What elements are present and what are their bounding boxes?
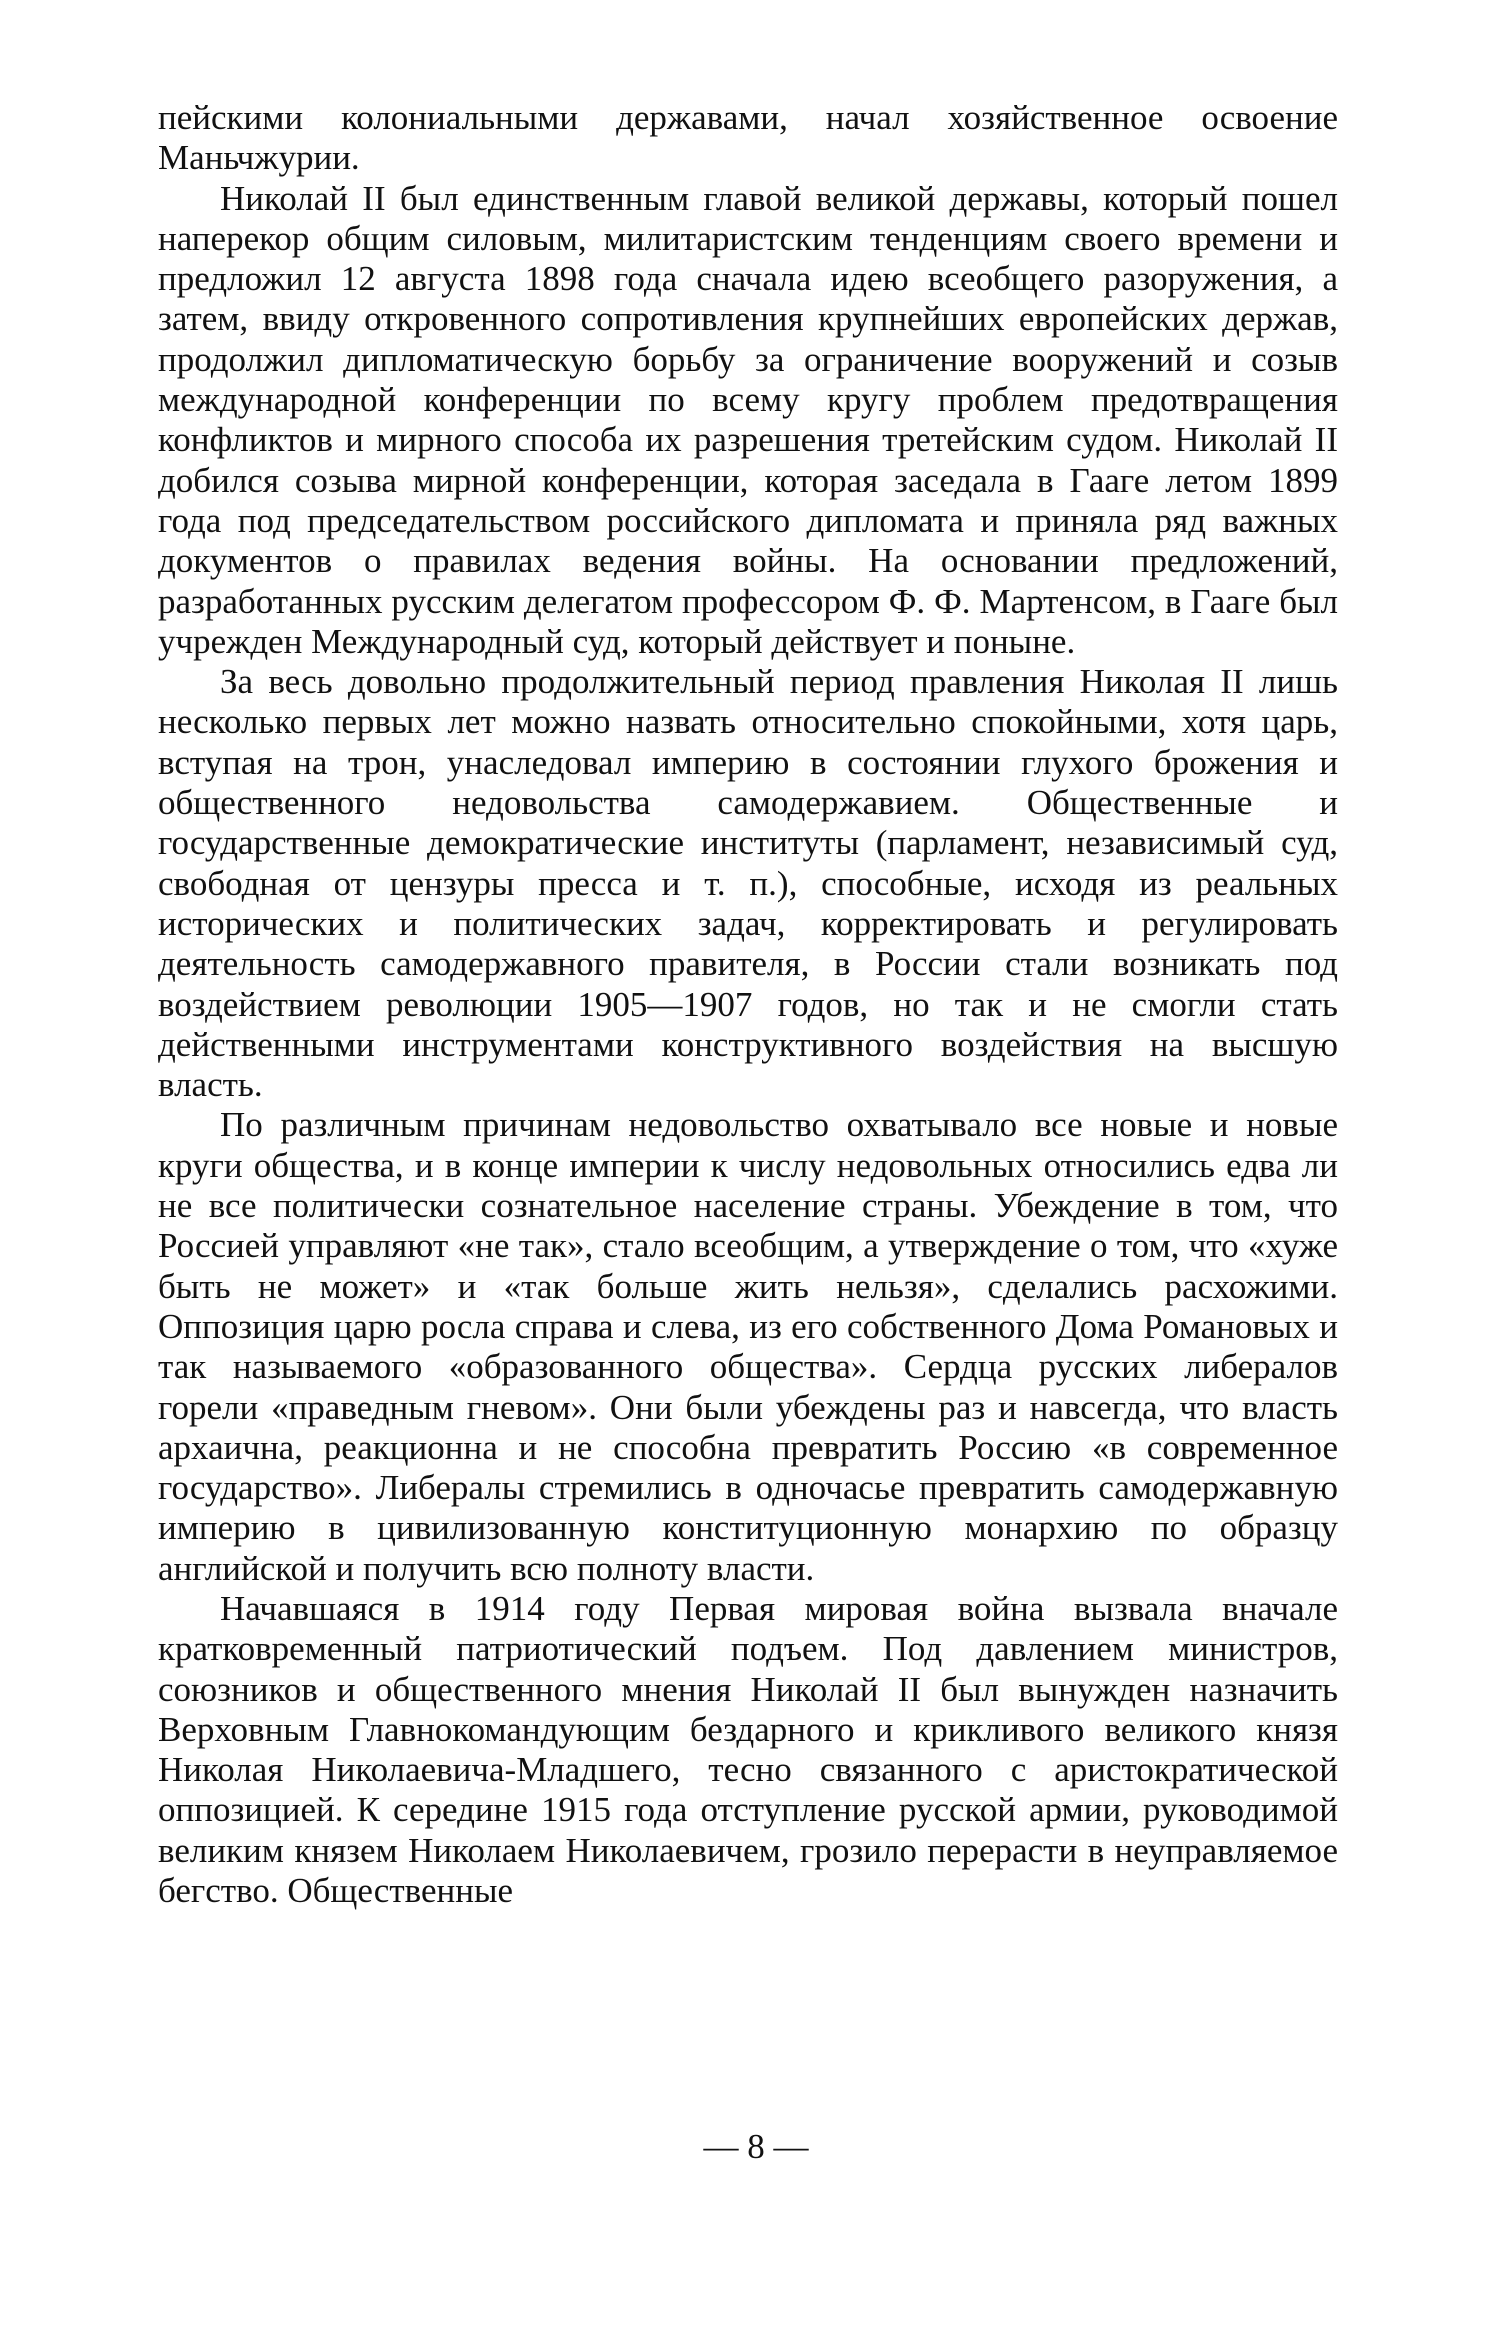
page-number: — 8 —	[703, 2127, 809, 2166]
paragraph-world-war: Начавшаяся в 1914 году Первая мировая война вызвала вначале кратковременный патриотический подъем. Под давлением министров, союзников и общественного мнения Николай II был вынужден назначить Верховным Главнокомандующим бездарного и крикливого великого князя Николая Николаевича-Младшего, тесно связанного с аристократической оппозицией. К середине 1915 года отступление русской армии, руководимой великим князем Николаем Николаевичем, грозило перерасти в неуправляемое бегство. Общественные	[158, 1588, 1338, 1911]
paragraph-nicholas-peace-conference: Николай II был единственным главой великой державы, который пошел наперекор общим силовым, милитаристским тенденциям своего времени и предложил 12 августа 1898 года сначала идею всеобщего разоружения, а затем, ввиду откровенного сопротивления крупнейших европейских держав, продолжил дипломатическую борьбу за ограничение вооружений и созыв международной конференции по всему кругу проблем предотвращения конфликтов и мирного способа их разрешения третейским судом. Николай II добился созыва мирной конференции, которая заседала в Гааге летом 1899 года под председательством российского дипломата и приняла ряд важных документов о правилах ведения войны. На основании предложений, разработанных русским делегатом профессором Ф. Ф. Мартенсом, в Гааге был учрежден Международный суд, который действует и поныне.	[158, 178, 1338, 661]
paragraph-discontent: По различным причинам недовольство охватывало все новые и новые круги общества, и в конце империи к числу недовольных относились едва ли не все политически сознательное население страны. Убеждение в том, что Россией управляют «не так», стало всеобщим, а утверждение о том, что «хуже быть не может» и «так больше жить нельзя», сделались расхожими. Оппозиция царю росла справа и слева, из его собственного Дома Романовых и так называемого «образованного общества». Сердца русских либералов горели «праведным гневом». Они были убеждены раз и навсегда, что власть архаична, реакционна и не способна превратить Россию «в современное государство». Либералы стремились в одночасье превратить самодержавную империю в цивилизованную конституционную монархию по образцу английской и получить всю полноту власти.	[158, 1105, 1338, 1588]
paragraph-continued: пейскими колониальными державами, начал хозяйственное освоение Маньчжурии.	[158, 98, 1338, 178]
paragraph-reign-period: За весь довольно продолжительный период правления Николая II лишь несколько первых лет можно назвать относительно спокойными, хотя царь, вступая на трон, унаследовал империю в состоянии глухого брожения и общественного недовольства самодержавием. Общественные и государственные демократические институты (парламент, независимый суд, свободная от цензуры пресса и т. п.), способные, исходя из реальных исторических и политических задач, корректировать и регулировать деятельность самодержавного правителя, в России стали возникать под воздействием революции 1905—1907 годов, но так и не смогли стать действенными инструментами конструктивного воздействия на высшую власть.	[158, 662, 1338, 1105]
body-text	[158, 98, 1338, 1911]
